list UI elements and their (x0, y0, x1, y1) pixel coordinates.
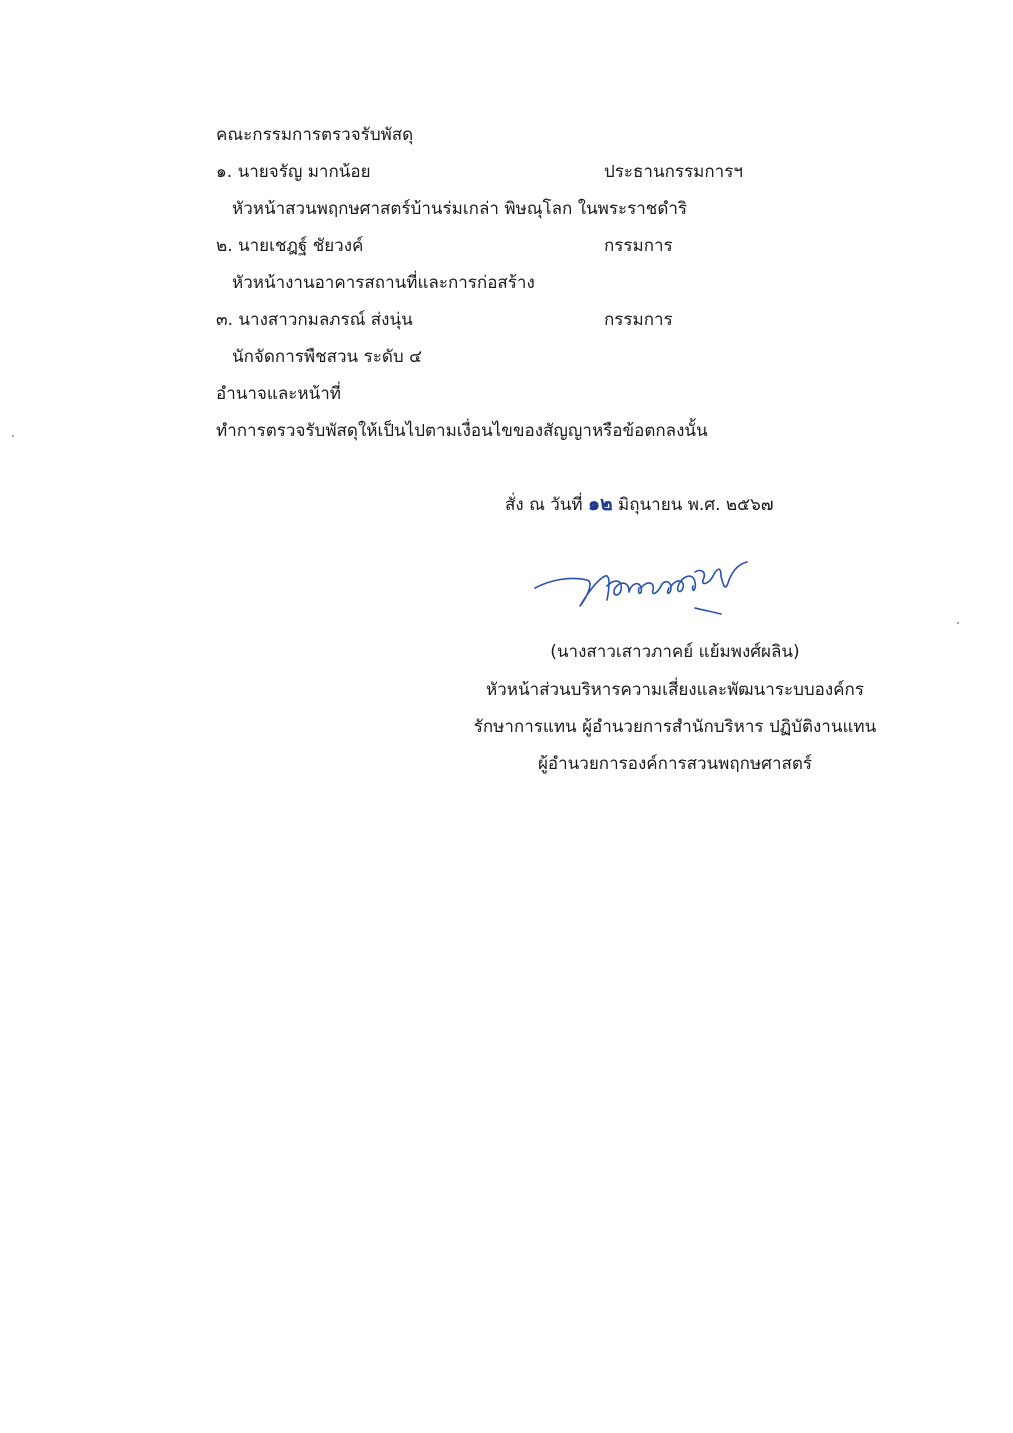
member-3-name: ๓. นางสาวกมลภรณ์ ส่งนุ่น (216, 310, 413, 330)
signature-image (525, 550, 765, 630)
duties-text: ทำการตรวจรับพัสดุให้เป็นไปตามเงื่อนไขของสัญญาหรือข้อตกลงนั้น (216, 421, 708, 441)
member-3-position: นักจัดการพืชสวน ระดับ ๔ (232, 347, 422, 367)
member-1-name: ๑. นายจรัญ มากน้อย (216, 162, 371, 182)
scan-speck (957, 622, 959, 624)
member-2-position: หัวหน้างานอาคารสถานที่และการก่อสร้าง (232, 273, 535, 293)
signatory-title-3: ผู้อำนวยการองค์การสวนพฤกษศาสตร์ (537, 754, 813, 774)
member-2-role: กรรมการ (604, 236, 673, 256)
order-date (505, 493, 774, 516)
signatory-title-2: รักษาการแทน ผู้อำนวยการสำนักบริหาร ปฏิบัติงานแทน (473, 717, 877, 737)
member-2-name: ๒. นายเชฎฐ์ ชัยวงค์ (216, 236, 364, 256)
order-date-prefix: สั่ง ณ วันที่ (505, 495, 583, 515)
order-date-day: ๑๒ (588, 493, 613, 515)
member-1-role: ประธานกรรมการฯ (604, 162, 743, 182)
signatory-title-1: หัวหน้าส่วนบริหารความเสี่ยงและพัฒนาระบบองค์กร (486, 680, 864, 700)
committee-heading: คณะกรรมการตรวจรับพัสดุ (216, 125, 414, 145)
member-1-position: หัวหน้าสวนพฤกษศาสตร์บ้านร่มเกล่า พิษณุโลก ในพระราชดำริ (232, 199, 688, 219)
signatory-name: (นางสาวเสาวภาคย์ แย้มพงศ์ผลิน) (550, 642, 800, 662)
duties-heading: อำนาจและหน้าที่ (216, 384, 341, 404)
scan-speck (12, 435, 14, 437)
order-date-month-year: มิถุนายน พ.ศ. ๒๕๖๗ (618, 495, 774, 515)
member-3-role: กรรมการ (604, 310, 673, 330)
